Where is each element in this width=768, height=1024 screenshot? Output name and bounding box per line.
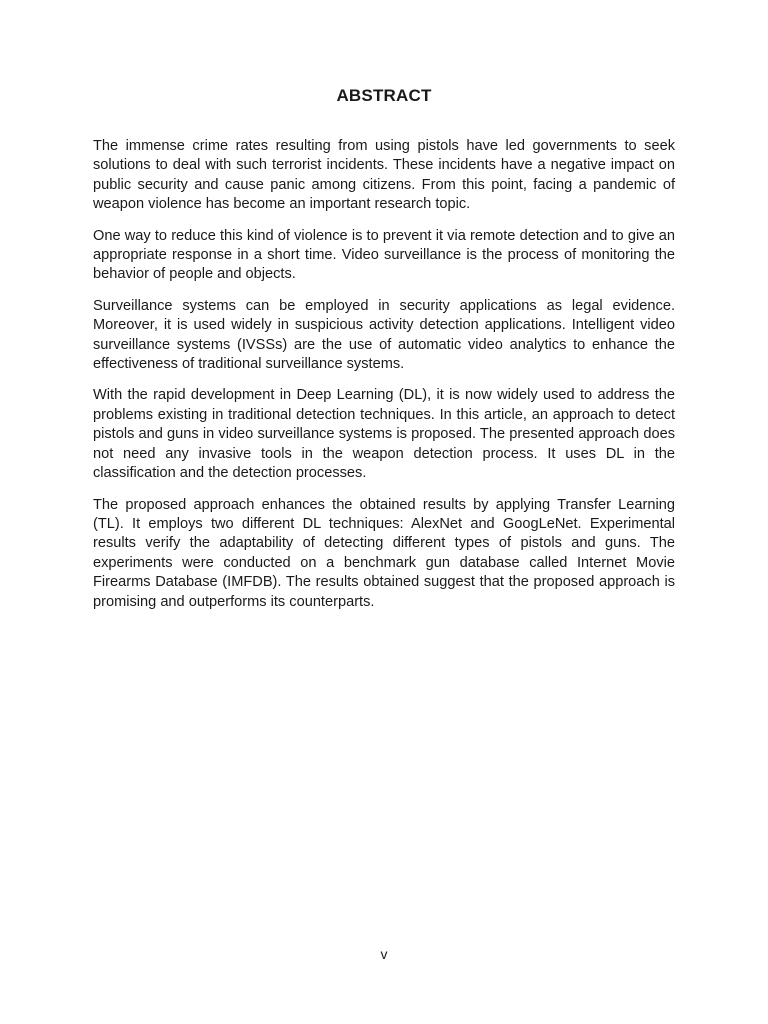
abstract-body <box>93 137 675 624</box>
abstract-paragraph-2: One way to reduce this kind of violence is to prevent it via remote detection and to give an appropriate response in a short time. Video surveillance is the process of monitoring the behavior of people and objects. <box>93 227 675 283</box>
page-title: ABSTRACT <box>336 86 432 105</box>
abstract-paragraph-3: Surveillance systems can be employed in security applications as legal evidence. Moreover, it is used widely in suspicious activity detection applications. Intelligent video surveillance systems (IVSSs) are the use of automatic video analytics to enhance the effectiveness of traditional surveillance systems. <box>93 297 675 373</box>
abstract-paragraph-4: With the rapid development in Deep Learning (DL), it is now widely used to address the problems existing in traditional detection techniques. In this article, an approach to detect pistols and guns in video surveillance systems is proposed. The presented approach does not need any invasive tools in the weapon detection process. It uses DL in the classification and the detection processes. <box>93 387 675 482</box>
abstract-paragraph-5: The proposed approach enhances the obtained results by applying Transfer Learning (TL). It employs two different DL techniques: AlexNet and GoogLeNet. Experimental results verify the adaptability of detecting different types of pistols and guns. The experiments were conducted on a benchmark gun database called Internet Movie Firearms Database (IMFDB). The results obtained suggest that the proposed approach is promising and outperforms its counterparts. <box>93 496 675 610</box>
page-number: v <box>380 946 388 962</box>
abstract-paragraph-1: The immense crime rates resulting from using pistols have led governments to seek solutions to deal with such terrorist incidents. These incidents have a negative impact on public security and cause panic among citizens. From this point, facing a pandemic of weapon violence has become an important research topic. <box>93 138 675 213</box>
